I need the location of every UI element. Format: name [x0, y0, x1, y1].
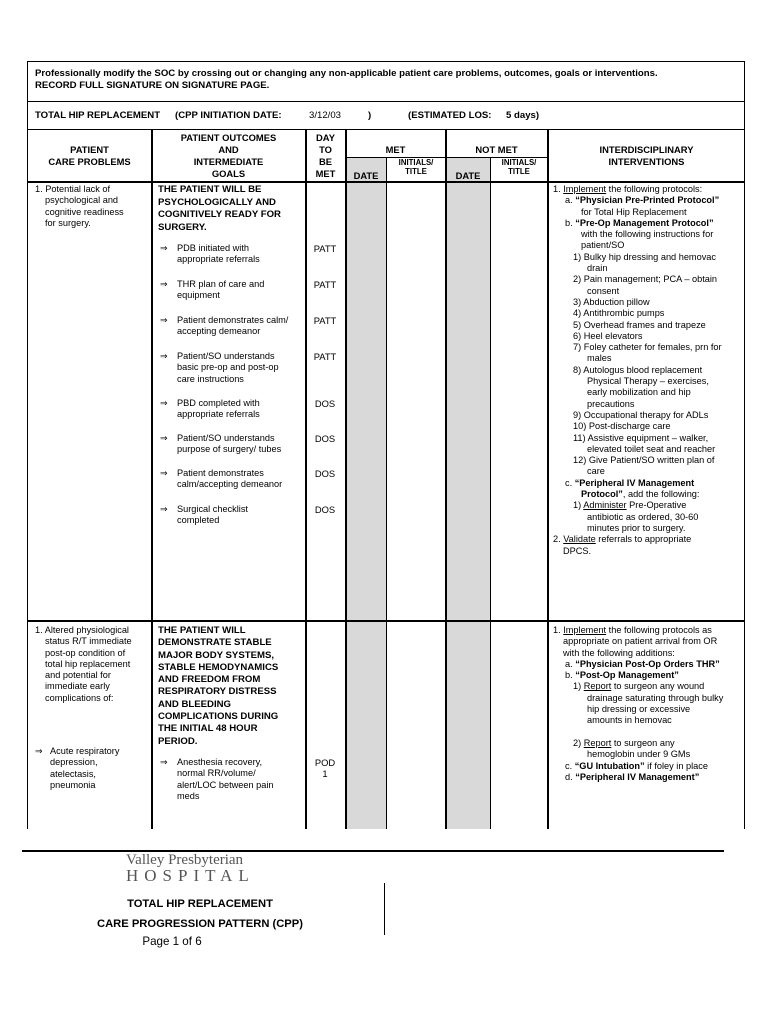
- problem-line: cognitive readiness: [45, 206, 124, 217]
- intervention-line: [553, 749, 743, 760]
- footer-divider: [384, 883, 385, 935]
- goal-line: Patient/SO understands: [177, 433, 275, 443]
- intervention-line: [553, 263, 743, 274]
- intervention-text: “Peripheral IV Management: [574, 477, 695, 488]
- col-line: [490, 157, 491, 829]
- arrow-icon: ⇒: [160, 243, 168, 253]
- header-line: INITIALS/: [501, 158, 537, 167]
- header-line: BE: [318, 156, 333, 167]
- intervention-line: [553, 353, 743, 364]
- header-line: TO: [319, 144, 332, 155]
- heading-line: THE PATIENT WILL: [158, 625, 246, 636]
- intervention-text: Administer: [583, 500, 627, 511]
- arrow-icon: ⇒: [160, 315, 168, 325]
- intervention-line: [553, 410, 743, 421]
- goal-text: [177, 243, 317, 266]
- intervention-line: [553, 252, 743, 263]
- intervention-text: 10) Post-discharge care: [573, 421, 671, 432]
- day-to-be-met: DOS: [314, 468, 336, 479]
- intervention-text: Validate: [563, 534, 596, 545]
- header-line: PATIENT OUTCOMES: [180, 132, 277, 143]
- initiation-close: ): [368, 110, 372, 121]
- intervention-text: 2): [573, 737, 584, 748]
- intervention-line: [553, 444, 743, 455]
- intervention-text: referrals to appropriate: [595, 534, 692, 545]
- header-line: MET: [315, 168, 336, 179]
- intervention-text: to surgeon any: [611, 737, 675, 748]
- goal-line: PBD completed with: [177, 398, 260, 408]
- intervention-line: [553, 534, 743, 545]
- intervention-line: [553, 659, 743, 670]
- goal-line: calm/accepting demeanor: [177, 479, 283, 490]
- goal-text: [177, 398, 317, 421]
- header-line: CARE PROBLEMS: [48, 156, 131, 167]
- section2-day: [305, 757, 345, 779]
- intervention-text: Report: [583, 681, 612, 692]
- arrow-icon: ⇒: [160, 279, 168, 289]
- col-line: [345, 129, 347, 829]
- footer-title-1: TOTAL HIP REPLACEMENT: [127, 898, 273, 910]
- header-interventions: [548, 144, 745, 168]
- intervention-text: hip dressing or excessive: [587, 704, 691, 715]
- problem-line: status R/T immediate: [45, 636, 132, 647]
- intervention-text: patient/SO: [581, 240, 625, 251]
- day-to-be-met: DOS: [314, 433, 336, 444]
- footer-title-2: CARE PROGRESSION PATTERN (CPP): [97, 918, 303, 930]
- intervention-text: early mobilization and hip: [587, 387, 691, 398]
- intervention-text: “Peripheral IV Management”: [575, 771, 700, 782]
- section2-goal-heading: [158, 625, 278, 748]
- day-line: 1: [322, 768, 328, 779]
- heading-line: PSYCHOLOGICALLY AND: [158, 196, 276, 208]
- heading-line: THE INITIAL 48 HOUR: [158, 723, 258, 735]
- intervention-line: [553, 648, 743, 659]
- intervention-text: if foley in place: [644, 760, 708, 771]
- intervention-text: DPCS.: [563, 545, 592, 556]
- intervention-text: a.: [565, 195, 576, 206]
- problem-line: 1. Altered physiological: [35, 625, 129, 635]
- divider: [27, 181, 745, 183]
- intervention-text: “Physician Post-Op Orders THR”: [575, 658, 720, 669]
- intervention-line: [553, 772, 743, 783]
- procedure-title: TOTAL HIP REPLACEMENT: [35, 110, 161, 121]
- intervention-text: 3) Abduction pillow: [573, 296, 650, 307]
- arrow-icon: ⇒: [160, 757, 168, 767]
- subproblem-line: pneumonia: [50, 779, 96, 790]
- subproblem-text: [50, 746, 150, 791]
- intervention-text: b.: [565, 217, 576, 228]
- intervention-text: 1.: [553, 184, 564, 194]
- intervention-text: appropriate on patient arrival from OR: [563, 636, 718, 647]
- los-label: (ESTIMATED LOS:: [408, 110, 492, 121]
- intervention-line: [553, 625, 743, 636]
- intervention-text: drain: [587, 263, 608, 274]
- intervention-text: minutes prior to surgery.: [587, 522, 686, 533]
- intervention-text: precautions: [587, 398, 635, 409]
- section1-goal-heading: [158, 184, 281, 234]
- day-line: POD: [314, 757, 336, 768]
- intervention-line: [553, 670, 743, 681]
- arrow-icon: ⇒: [160, 398, 168, 408]
- intervention-line: [553, 715, 743, 726]
- header-notmet-initials: [491, 158, 547, 176]
- goal-text: [177, 504, 317, 527]
- intervention-text: 1): [573, 681, 584, 692]
- header-not-met: NOT MET: [475, 144, 518, 155]
- col-line: [386, 157, 387, 829]
- goal-line: normal RR/volume/: [177, 768, 256, 779]
- intervention-text: “GU Intubation”: [574, 760, 645, 771]
- intervention-text: a.: [565, 658, 576, 669]
- header-line: INTERMEDIATE: [193, 156, 264, 167]
- problem-line: total hip replacement: [45, 658, 131, 669]
- header-day-to-be-met: [306, 132, 345, 180]
- intervention-line: [553, 240, 743, 251]
- intervention-text: males: [587, 353, 612, 364]
- intervention-line: [553, 365, 743, 376]
- header-line: GOALS: [211, 168, 246, 179]
- problem-line: for surgery.: [45, 217, 91, 228]
- header-met-initials: [387, 158, 445, 176]
- intervention-line: [553, 184, 743, 195]
- intervention-text: 2) Pain management; PCA – obtain: [573, 274, 718, 285]
- goal-text: [177, 468, 317, 491]
- heading-line: COGNITIVELY READY FOR: [158, 209, 281, 220]
- col-line: [547, 129, 549, 829]
- problem-line: and potential for: [45, 670, 111, 681]
- intervention-text: 12) Give Patient/SO written plan of: [573, 455, 715, 466]
- goal-line: appropriate referrals: [177, 409, 260, 420]
- col-line: [445, 129, 447, 829]
- intervention-text: c.: [565, 477, 575, 488]
- intervention-text: to surgeon any wound: [611, 681, 705, 692]
- intervention-text: b.: [565, 670, 576, 681]
- day-to-be-met: DOS: [314, 504, 336, 515]
- goal-line: Anesthesia recovery,: [177, 757, 263, 767]
- day-to-be-met: DOS: [314, 398, 336, 409]
- section1-problem: [35, 184, 124, 229]
- intervention-line: [553, 693, 743, 704]
- intervention-line: [553, 727, 743, 738]
- goal-line: purpose of surgery/ tubes: [177, 444, 282, 455]
- goal-line: basic pre-op and post-op: [177, 362, 279, 373]
- intervention-text: 9) Occupational therapy for ADLs: [573, 409, 709, 420]
- intervention-line: [553, 455, 743, 466]
- intervention-line: [553, 738, 743, 749]
- header-line: INITIALS/: [398, 158, 434, 167]
- header-outcomes: [152, 132, 305, 180]
- intervention-text: 4) Antithrombic pumps: [573, 308, 665, 319]
- divider: [27, 101, 745, 102]
- goal-line: accepting demeanor: [177, 326, 261, 337]
- arrow-icon: ⇒: [160, 433, 168, 443]
- intervention-line: [553, 342, 743, 353]
- heading-line: AND FREEDOM FROM: [158, 674, 261, 686]
- intervention-line: [553, 229, 743, 240]
- intervention-text: with the following instructions for: [581, 229, 714, 240]
- intervention-line: [553, 489, 743, 500]
- arrow-icon: ⇒: [160, 468, 168, 478]
- problem-line: complications of:: [45, 692, 114, 703]
- notice-line-1: Professionally modify the SOC by crossing out or changing any non-applicable patient care problems, outcomes, goals or interventions.: [35, 68, 658, 79]
- intervention-line: [553, 761, 743, 772]
- heading-line: PERIOD.: [158, 735, 198, 747]
- goal-line: meds: [177, 790, 200, 801]
- goal-line: appropriate referrals: [177, 254, 260, 265]
- header-line: INTERDISCIPLINARY: [599, 144, 694, 155]
- intervention-text: Implement: [563, 184, 607, 194]
- intervention-line: [553, 681, 743, 692]
- initiation-date: 3/12/03: [309, 110, 342, 121]
- intervention-text: elevated toilet seat and reacher: [587, 443, 716, 454]
- goal-line: Patient/SO understands: [177, 351, 275, 361]
- goal-text: [177, 279, 317, 302]
- initiation-label: (CPP INITIATION DATE:: [175, 110, 282, 121]
- heading-line: THE PATIENT WILL BE: [158, 184, 262, 195]
- heading-line: COMPLICATIONS DURING: [158, 711, 279, 723]
- header-line: INTERVENTIONS: [608, 156, 685, 167]
- heading-line: RESPIRATORY DISTRESS: [158, 686, 277, 698]
- intervention-text: Pre-Operative: [626, 500, 687, 511]
- goal-line: PDB initiated with: [177, 243, 250, 253]
- problem-line: psychological and: [45, 195, 119, 206]
- intervention-line: [553, 274, 743, 285]
- intervention-text: Protocol”: [581, 489, 623, 500]
- notice-line-2: RECORD FULL SIGNATURE ON SIGNATURE PAGE.: [35, 80, 270, 91]
- header-met-date: DATE: [353, 170, 379, 181]
- intervention-line: [553, 523, 743, 534]
- arrow-icon: ⇒: [35, 746, 43, 756]
- los-value: 5 days): [506, 110, 540, 121]
- header-met: MET: [385, 144, 406, 155]
- intervention-text: hemoglobin under 9 GMs: [587, 749, 691, 760]
- problem-line: 1. Potential lack of: [35, 184, 111, 194]
- arrow-icon: ⇒: [160, 504, 168, 514]
- notmet-date-shade: [446, 157, 490, 829]
- subproblem-line: Acute respiratory: [50, 746, 120, 756]
- intervention-line: [553, 704, 743, 715]
- intervention-line: [553, 331, 743, 342]
- day-to-be-met: PATT: [313, 351, 337, 362]
- header-line: PATIENT: [70, 144, 109, 155]
- section2-interventions: [553, 625, 743, 783]
- intervention-text: “Pre-Op Management Protocol”: [575, 217, 714, 228]
- intervention-text: Physical Therapy – exercises,: [587, 376, 709, 387]
- subproblem-line: depression,: [50, 757, 98, 768]
- intervention-line: [553, 195, 743, 206]
- subproblem-line: atelectasis,: [50, 768, 96, 779]
- intervention-text: care: [587, 466, 605, 477]
- met-date-shade: [346, 157, 386, 829]
- intervention-line: [553, 308, 743, 319]
- heading-line: MAJOR BODY SYSTEMS,: [158, 649, 275, 661]
- intervention-text: Report: [583, 737, 612, 748]
- section1-interventions: [553, 184, 743, 557]
- intervention-line: [553, 433, 743, 444]
- header-line: TITLE: [508, 167, 530, 176]
- intervention-text: 1): [573, 500, 584, 511]
- heading-line: AND BLEEDING: [158, 698, 232, 710]
- goal-line: alert/LOC between pain: [177, 779, 274, 790]
- intervention-line: [553, 387, 743, 398]
- intervention-text: 2.: [553, 534, 564, 545]
- goal-line: completed: [177, 515, 220, 526]
- header-care-problems: [28, 144, 151, 168]
- intervention-line: [553, 320, 743, 331]
- logo-line-1: Valley Presbyterian: [126, 852, 244, 868]
- intervention-text: 1) Bulky hip dressing and hemovac: [573, 251, 716, 262]
- goal-text: [177, 351, 317, 385]
- intervention-text: the following protocols:: [606, 184, 703, 194]
- divider: [27, 620, 745, 622]
- intervention-text: , add the following:: [622, 489, 700, 500]
- heading-line: SURGERY.: [158, 221, 207, 233]
- intervention-text: antibiotic as ordered, 30-60: [587, 511, 699, 522]
- intervention-text: consent: [587, 285, 620, 296]
- intervention-line: [553, 399, 743, 410]
- instruction-notice: [35, 68, 735, 92]
- header-notmet-date: DATE: [455, 170, 481, 181]
- page-number: Page 1 of 6: [142, 935, 202, 948]
- intervention-text: amounts in hemovac: [587, 715, 672, 726]
- intervention-text: “Post-Op Management”: [575, 670, 679, 681]
- logo-line-2: HOSPITAL: [126, 866, 255, 885]
- intervention-text: “Physician Pre-Printed Protocol”: [575, 195, 720, 206]
- header-line: TITLE: [405, 167, 427, 176]
- intervention-text: c.: [565, 760, 575, 771]
- arrow-icon: ⇒: [160, 351, 168, 361]
- section2-problem: [35, 625, 132, 704]
- intervention-text: drainage saturating through bulky: [587, 692, 724, 703]
- day-to-be-met: PATT: [313, 315, 337, 326]
- intervention-text: Implement: [563, 625, 607, 635]
- goal-line: THR plan of care and: [177, 279, 265, 289]
- intervention-text: 8) Autologus blood replacement: [573, 364, 703, 375]
- day-to-be-met: PATT: [313, 243, 337, 254]
- intervention-line: [553, 376, 743, 387]
- problem-line: immediate early: [45, 681, 110, 692]
- intervention-line: [553, 421, 743, 432]
- intervention-text: 7) Foley catheter for females, prn for: [573, 342, 722, 353]
- intervention-text: 1.: [553, 625, 564, 635]
- intervention-text: 5) Overhead frames and trapeze: [573, 319, 706, 330]
- intervention-line: [553, 512, 743, 523]
- intervention-line: [553, 466, 743, 477]
- goal-line: Surgical checklist: [177, 504, 248, 514]
- intervention-line: [553, 297, 743, 308]
- divider: [27, 129, 745, 130]
- intervention-line: [553, 286, 743, 297]
- intervention-text: the following protocols as: [606, 625, 712, 635]
- intervention-text: with the following additions:: [563, 647, 675, 658]
- goal-line: Patient demonstrates calm/: [177, 315, 289, 325]
- goal-text: [177, 315, 317, 338]
- goal-text: [177, 757, 317, 802]
- heading-line: DEMONSTRATE STABLE: [158, 637, 272, 649]
- intervention-text: 11) Assistive equipment – walker,: [573, 432, 709, 443]
- hospital-logo: [126, 852, 255, 886]
- intervention-line: [553, 636, 743, 647]
- goal-text: [177, 433, 317, 456]
- intervention-line: [553, 546, 743, 557]
- header-line: DAY: [316, 132, 335, 143]
- problem-line: post-op condition of: [45, 647, 126, 658]
- goal-line: care instructions: [177, 373, 244, 384]
- header-line: AND: [218, 144, 239, 155]
- intervention-text: for Total Hip Replacement: [581, 206, 687, 217]
- col-line: [151, 129, 153, 829]
- intervention-line: [553, 478, 743, 489]
- goal-line: equipment: [177, 290, 220, 301]
- intervention-text: d.: [565, 771, 576, 782]
- intervention-line: [553, 500, 743, 511]
- day-to-be-met: PATT: [313, 279, 337, 290]
- intervention-text: 6) Heel elevators: [573, 330, 643, 341]
- intervention-line: [553, 218, 743, 229]
- heading-line: STABLE HEMODYNAMICS: [158, 661, 279, 673]
- intervention-line: [553, 207, 743, 218]
- goal-line: Patient demonstrates: [177, 468, 264, 478]
